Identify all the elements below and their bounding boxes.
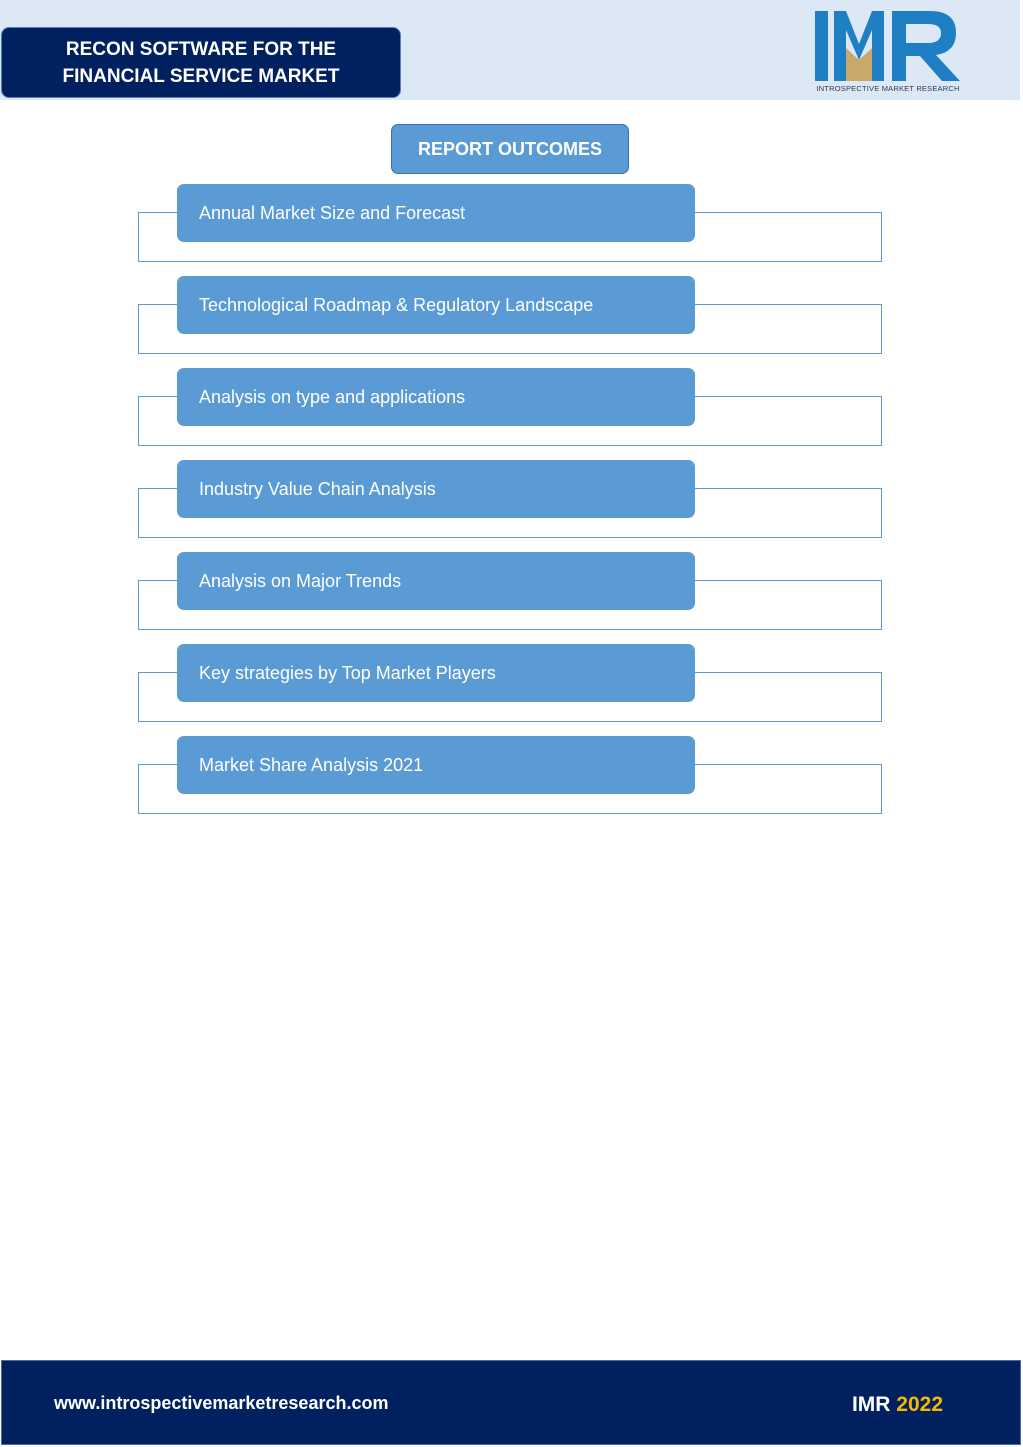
outcome-frame-left <box>138 304 178 354</box>
footer-year: 2022 <box>896 1393 943 1416</box>
outcome-frame-right <box>694 212 882 262</box>
outcome-row <box>0 184 1023 274</box>
outcome-item <box>177 184 695 242</box>
outcome-row <box>0 276 1023 366</box>
outcome-item-label: Annual Market Size and Forecast <box>199 202 466 223</box>
footer-brand <box>852 1393 943 1417</box>
report-title <box>1 27 401 98</box>
outcome-frame-right <box>694 580 882 630</box>
outcome-frame-bottom <box>178 629 694 630</box>
outcome-frame-left <box>138 672 178 722</box>
outcome-item-label: Key strategies by Top Market Players <box>199 662 496 683</box>
outcome-frame-right <box>694 304 882 354</box>
report-outcomes-heading <box>391 124 629 174</box>
outcome-frame-bottom <box>178 537 694 538</box>
logo-subtitle: INTROSPECTIVE MARKET RESEARCH <box>816 84 960 93</box>
outcome-item-label: Market Share Analysis 2021 <box>199 754 424 775</box>
outcome-frame-left <box>138 764 178 814</box>
footer-website-link[interactable]: www.introspectivemarketresearch.com <box>54 1393 389 1413</box>
outcome-frame-left <box>138 396 178 446</box>
report-title-text: RECON SOFTWARE FOR THE FINANCIAL SERVICE MARKET <box>62 38 340 87</box>
outcome-frame-left <box>138 212 178 262</box>
imr-logo <box>812 8 964 96</box>
outcome-frame-bottom <box>178 261 694 262</box>
outcome-item-label: Industry Value Chain Analysis <box>199 478 436 499</box>
outcome-frame-bottom <box>178 813 694 814</box>
outcome-frame-right <box>694 764 882 814</box>
outcome-item <box>177 460 695 518</box>
outcome-row <box>0 552 1023 642</box>
outcome-frame-right <box>694 488 882 538</box>
outcome-frame-bottom <box>178 445 694 446</box>
outcome-frame-right <box>694 672 882 722</box>
outcome-frame-left <box>138 488 178 538</box>
report-outcomes-heading-text: REPORT OUTCOMES <box>417 138 602 159</box>
outcome-row <box>0 368 1023 458</box>
outcome-row <box>0 644 1023 734</box>
outcome-row <box>0 460 1023 550</box>
outcome-item <box>177 552 695 610</box>
outcome-frame-left <box>138 580 178 630</box>
outcome-item <box>177 276 695 334</box>
outcome-item-label: Analysis on Major Trends <box>199 570 402 591</box>
footer-brand-name: IMR <box>851 1393 891 1416</box>
outcome-item <box>177 644 695 702</box>
outcome-item-label: Analysis on type and applications <box>199 386 466 407</box>
outcome-item <box>177 368 695 426</box>
outcome-row <box>0 736 1023 826</box>
outcome-frame-bottom <box>178 353 694 354</box>
outcome-item <box>177 736 695 794</box>
outcome-frame-bottom <box>178 721 694 722</box>
imr-logo-mark <box>812 8 964 84</box>
footer <box>1 1360 1021 1445</box>
outcome-item-label: Technological Roadmap & Regulatory Landscape <box>199 294 594 315</box>
outcome-frame-right <box>694 396 882 446</box>
